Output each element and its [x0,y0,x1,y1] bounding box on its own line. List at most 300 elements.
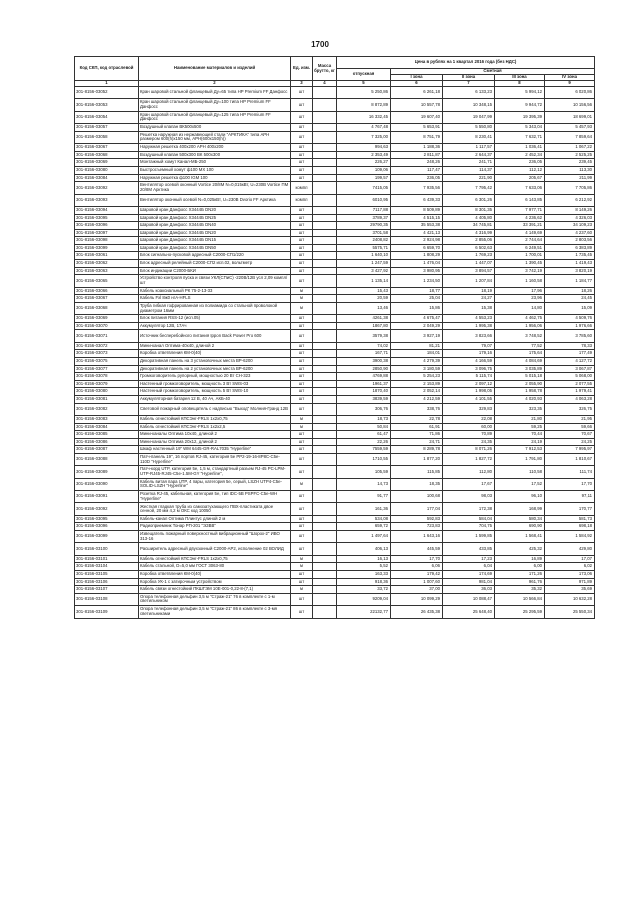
cell-code: 301-8156-03092 [75,503,139,515]
cell-zone-3: 7 633,06 [495,182,545,194]
cell-zone-3: 110,58 [495,466,545,478]
cell-code: 301-8156-03052 [75,87,139,99]
cell-release-price: 1 640,10 [337,252,391,260]
cell-zone-3: 7 912,53 [495,446,545,454]
cell-unit: м [291,563,313,571]
cell-code: 301-8156-03077 [75,365,139,373]
cell-zone-2: 2 855,06 [443,237,495,245]
cell-zone-4: 7 705,86 [545,182,595,194]
cell-name: Патч-корд UTP, категория 5е, 1,5 м, стандартный разъем RJ-45 PC-LPM-UTP-RJ45-RJ45-C5e-1.5M-GY "Hyperline", [139,466,291,478]
cell-zone-3: 7 632,71 [495,131,545,143]
cell-zone-1: 117,47 [391,166,443,174]
cell-unit: шт [291,403,313,415]
table-row [75,466,595,478]
cell-zone-2: 98,03 [443,491,495,503]
cell-zone-4: 1 810,67 [545,453,595,465]
cell-zone-1: 8 509,89 [391,206,443,214]
cell-zone-3: 5 343,04 [495,124,545,132]
cell-code: 301-8156-03084 [75,174,139,182]
cell-zone-3: 171,26 [495,571,545,579]
cell-zone-3: 14,80 [495,302,545,314]
table-row [75,159,595,167]
cell-zone-2: 112,80 [443,466,495,478]
cell-name: Монтажный хомут Канал-МБ-250 [139,159,291,167]
cell-code: 301-8156-03079 [75,380,139,388]
cell-code: 301-8156-03073 [75,350,139,358]
cell-zone-3: 205,67 [495,174,545,182]
cell-release-price: 5 250,86 [337,87,391,99]
table-row [75,229,595,237]
table-row [75,555,595,563]
cell-zone-1: 7 935,56 [391,182,443,194]
cell-release-price: 14,73 [337,478,391,490]
cell-zone-3: 4 149,69 [495,229,545,237]
cell-name: Мини-каналы Оптима 10х40, длиной 2 [139,431,291,439]
cell-mass [313,606,337,618]
cell-zone-3: 4 236,62 [495,214,545,222]
cell-name: Решетка наружная из нержавеющей стали "АРКТИКА" типа АРН размером 600(h)х150 мм, АРН(600х150(h)) [139,131,291,143]
cell-zone-1: 6 439,33 [391,194,443,206]
column-number: 2 [139,81,291,87]
cell-zone-4: 1 979,41 [545,388,595,396]
table-row [75,395,595,403]
table-row [75,415,595,423]
cell-zone-4: 1 419,43 [545,260,595,268]
cell-zone-4: 1 976,66 [545,322,595,330]
cell-release-price: 20,59 [337,295,391,303]
table-row [75,531,595,543]
cell-zone-3: 7 977,71 [495,206,545,214]
cell-code: 301-8156-03095 [75,515,139,523]
cell-zone-1: 3 980,95 [391,267,443,275]
cell-zone-2: 1 599,85 [443,531,495,543]
table-row [75,194,595,206]
cell-zone-1: 6,06 [391,563,443,571]
cell-zone-2: 10 348,15 [443,99,495,111]
cell-release-price: 4261,38 [337,315,391,323]
cell-zone-4: 111,74 [545,466,595,478]
cell-mass [313,555,337,563]
cell-name: Кабель витая пара UTP, 4 пары, категория 5е, серый, LSZH UTP4-C5e-SOLID-LSZH "Hyperline" [139,478,291,490]
cell-zone-2: 60,00 [443,423,495,431]
cell-unit: шт [291,431,313,439]
cell-unit: м [291,295,313,303]
cell-release-price: 406,13 [337,543,391,555]
cell-zone-4: 239,45 [545,159,595,167]
cell-unit: шт [291,124,313,132]
cell-unit: компл [291,194,313,206]
table-row [75,206,595,214]
cell-mass [313,491,337,503]
cell-zone-2: 25 648,40 [443,606,495,618]
cell-zone-4: 3 820,19 [545,267,595,275]
cell-code: 301-8156-03054 [75,111,139,123]
cell-code: 301-8156-03063 [75,267,139,275]
table-row [75,563,595,571]
cell-zone-3: 4 020,93 [495,395,545,403]
cell-zone-2: 329,83 [443,403,495,415]
cell-zone-3: 580,34 [495,515,545,523]
cell-zone-4: 78,33 [545,342,595,350]
header-release-price: отпускная [337,69,391,81]
table-row [75,287,595,295]
cell-mass [313,578,337,586]
cell-name: Кабель Fxl 8ж0 нгА-HFLS [139,295,291,303]
cell-unit: шт [291,206,313,214]
cell-zone-4: 2 803,56 [545,237,595,245]
cell-code: 301-8156-03068 [75,151,139,159]
cell-zone-4: 5 068,00 [545,373,595,381]
table-row [75,182,595,194]
cell-zone-3: 1 791,80 [495,453,545,465]
cell-zone-2: 1 447,07 [443,260,495,268]
cell-zone-1: 3 927,19 [391,330,443,342]
table-row [75,99,595,111]
cell-zone-1: 71,86 [391,431,443,439]
cell-zone-1: 5 653,91 [391,124,443,132]
cell-mass [313,111,337,123]
cell-mass [313,543,337,555]
cell-mass [313,593,337,605]
table-row [75,87,595,99]
cell-mass [313,260,337,268]
table-row [75,222,595,230]
cell-unit: шт [291,515,313,523]
cell-zone-2: 1 827,72 [443,453,495,465]
cell-code: 301-8156-03058 [75,131,139,143]
cell-zone-1: 35 553,38 [391,222,443,230]
cell-zone-4: 15,09 [545,302,595,314]
column-number: 8 [495,81,545,87]
cell-zone-2: 8 301,35 [443,206,495,214]
header-mass: Масса брутто, кг [313,57,337,81]
table-row [75,252,595,260]
cell-name: Декоративная панель на 3 установочных места BP-6200 [139,357,291,365]
table-row [75,350,595,358]
cell-zone-1: 177,04 [391,503,443,515]
cell-mass [313,563,337,571]
cell-name: Устройство контроля пуска и связи УКЛ(СПиС) -220В/12В усл 2,09 компл/шт [139,275,291,287]
cell-name: Настенный громкоговоритель, мощность 5 Вт SWS-10 [139,388,291,396]
cell-zone-3: 3 748,52 [495,330,545,342]
table-row [75,144,595,152]
cell-zone-2: 3 096,75 [443,365,495,373]
cell-zone-1: 5 254,23 [391,373,443,381]
cell-zone-2: 114,37 [443,166,495,174]
cell-zone-4: 70,67 [545,431,595,439]
cell-zone-4: 6,02 [545,563,595,571]
cell-zone-1: 248,26 [391,159,443,167]
cell-unit: шт [291,365,313,373]
cell-zone-3: 1 390,45 [495,260,545,268]
cell-zone-3: 5 015,18 [495,373,545,381]
cell-name: Шаровой кран Данфосс Х3444Б DN20 [139,229,291,237]
cell-code: 301-8156-03069 [75,159,139,167]
cell-zone-4: 429,80 [545,543,595,555]
cell-mass [313,144,337,152]
header-price-group: Цена в рублях на 1 квартал 2016 года (без НДС) [337,57,595,69]
cell-code: 301-8156-03057 [75,124,139,132]
table-row [75,131,595,143]
cell-zone-2: 704,75 [443,523,495,531]
cell-unit: м [291,415,313,423]
cell-zone-1: 4 212,59 [391,395,443,403]
cell-zone-4: 21,95 [545,415,595,423]
cell-zone-4: 34 109,23 [545,222,595,230]
table-row [75,357,595,365]
cell-release-price: 8 872,89 [337,99,391,111]
cell-zone-3: 6,00 [495,563,545,571]
cell-zone-1: 24,71 [391,438,443,446]
cell-release-price: 22,26 [337,438,391,446]
cell-zone-3: 1 958,78 [495,388,545,396]
cell-code: 301-8156-03087 [75,446,139,454]
cell-zone-1: 1 808,29 [391,252,443,260]
cell-name: Кабель связи огнестойкий ПКШГЭМ 10Е-001-0,22-8-(7,1) [139,586,291,594]
table-row [75,571,595,579]
cell-code: 301-8156-03086 [75,438,139,446]
cell-name: Опора телефонная дельфин 3,5 м "Страж-21" 86 в комплекте с 3-мя светильниками [139,606,291,618]
cell-code: 301-8156-03068 [75,302,139,314]
cell-name: Коробка ответвления КМ-0(40) [139,350,291,358]
table-row [75,295,595,303]
cell-code: 301-8156-03082 [75,403,139,415]
cell-zone-3: 10 566,84 [495,593,545,605]
cell-code: 301-8156-03100 [75,543,139,555]
cell-release-price: 163,33 [337,571,391,579]
cell-zone-1: 1 007,60 [391,578,443,586]
cell-name: Шаровой кран Данфосс Х3444Б DN50 [139,244,291,252]
cell-zone-2: 2 644,37 [443,151,495,159]
cell-zone-3: 21,80 [495,415,545,423]
cell-unit: шт [291,275,313,287]
cell-zone-3: 19 395,39 [495,111,545,123]
cell-unit: шт [291,229,313,237]
cell-zone-3: 5 994,12 [495,87,545,99]
cell-code: 301-8156-03096 [75,222,139,230]
cell-mass [313,330,337,342]
cell-release-price: 74,02 [337,342,391,350]
table-row [75,166,595,174]
cell-name: Декоративная панель на 2 установочных места BP-6200 [139,365,291,373]
cell-mass [313,174,337,182]
table-row [75,174,595,182]
cell-mass [313,206,337,214]
cell-zone-4: 4 127,72 [545,357,595,365]
cell-code: 301-8156-03075 [75,357,139,365]
cell-unit: шт [291,214,313,222]
cell-zone-2: 241,71 [443,159,495,167]
cell-zone-4: 698,18 [545,523,595,531]
cell-code: 301-8156-03095 [75,214,139,222]
cell-zone-1: 100,68 [391,491,443,503]
cell-unit: шт [291,342,313,350]
cell-zone-1: 2 052,14 [391,388,443,396]
cell-code: 301-8156-03084 [75,423,139,431]
cell-zone-3: 1 700,01 [495,252,545,260]
cell-zone-4: 24,45 [545,295,595,303]
cell-unit: шт [291,578,313,586]
cell-release-price: 18,73 [337,415,391,423]
cell-unit: шт [291,503,313,515]
cell-zone-2: 981,04 [443,578,495,586]
cell-release-price: 1961,37 [337,380,391,388]
table-row [75,380,595,388]
cell-code: 301-8156-03080 [75,166,139,174]
cell-mass [313,403,337,415]
cell-name: Радиоприемник Тонар РП-201 "ЭЗВВ" [139,523,291,531]
cell-zone-1: 179,42 [391,571,443,579]
cell-mass [313,237,337,245]
cell-name: Громкоговоритель рупорный, мощностью 20 Вт СН-323 [139,373,291,381]
cell-zone-1: 2 924,98 [391,237,443,245]
cell-zone-3: 6 143,85 [495,194,545,206]
cell-code: 301-8156-03088 [75,453,139,465]
cell-zone-4: 170,77 [545,503,595,515]
cell-mass [313,423,337,431]
cell-zone-4: 211,99 [545,174,595,182]
column-number: 4 [313,81,337,87]
cell-release-price: 1 497,64 [337,531,391,543]
table-row [75,373,595,381]
cell-zone-4: 177,49 [545,350,595,358]
table-row [75,388,595,396]
table-row [75,315,595,323]
cell-release-price: 50,84 [337,423,391,431]
cell-mass [313,194,337,206]
cell-unit: шт [291,543,313,555]
cell-unit: шт [291,593,313,605]
cell-name: Шаровой кран Данфосс Х3444Б DN20 [139,206,291,214]
cell-unit: шт [291,571,313,579]
cell-name: Кран шаровой стальной фланцевый Ду=125 типа HP Premium FF Данфосс [139,111,291,123]
cell-zone-1: 61,91 [391,423,443,431]
cell-zone-1: 4 421,13 [391,229,443,237]
cell-code: 301-8156-03093 [75,194,139,206]
cell-release-price: 9209,04 [337,593,391,605]
cell-zone-3: 1 568,41 [495,531,545,543]
cell-mass [313,151,337,159]
cell-mass [313,229,337,237]
cell-name: Шаровой кран Данфосс Х3444Б DN15 [139,237,291,245]
table-row [75,322,595,330]
cell-zone-2: 1 117,57 [443,144,495,152]
cell-zone-2: 179,16 [443,350,495,358]
cell-release-price: 13,46 [337,302,391,314]
table-row [75,302,595,314]
column-number: 7 [443,81,495,87]
cell-code: 301-8156-03089 [75,466,139,478]
cell-release-price: 659,72 [337,523,391,531]
cell-zone-1: 2 153,89 [391,380,443,388]
cell-zone-1: 37,00 [391,586,443,594]
table-row [75,438,595,446]
cell-zone-2: 19 047,99 [443,111,495,123]
cell-name: Источник бесперебойного питания Ippon Back Power Pro 600 [139,330,291,342]
cell-zone-3: 425,32 [495,543,545,555]
cell-name: Вентилятор оконный осевой N=0,025кВт, U=230В Dvorio FF Арктика [139,194,291,206]
cell-unit: шт [291,531,313,543]
cell-code: 301-8156-03070 [75,322,139,330]
cell-zone-2: 1 995,38 [443,322,495,330]
cell-unit: шт [291,260,313,268]
cell-zone-1: 25,04 [391,295,443,303]
cell-zone-3: 323,35 [495,403,545,415]
cell-release-price: 105,59 [337,466,391,478]
cell-mass [313,302,337,314]
cell-mass [313,415,337,423]
cell-name: Труба гибкая гофрированная из полиамида со стальной проволокой диаметром 16мм [139,302,291,314]
cell-mass [313,252,337,260]
cell-release-price: 33,72 [337,586,391,594]
cell-zone-3: 690,90 [495,523,545,531]
cell-code: 301-8156-03066 [75,287,139,295]
page-number: 1700 [311,40,329,49]
cell-code: 301-8156-03108 [75,593,139,605]
cell-zone-2: 172,38 [443,503,495,515]
cell-zone-1: 1 188,36 [391,144,443,152]
cell-unit: шт [291,523,313,531]
header-estimate: Сметная [391,69,595,75]
cell-name: Наружная решетка ф100 IGM 100 [139,174,291,182]
cell-zone-4: 17,07 [545,555,595,563]
cell-mass [313,315,337,323]
cell-zone-2: 174,69 [443,571,495,579]
cell-zone-3: 77,52 [495,342,545,350]
column-number: 5 [337,81,391,87]
cell-release-price: 2850,90 [337,365,391,373]
cell-zone-4: 4 326,03 [545,214,595,222]
cell-zone-1: 338,76 [391,403,443,415]
cell-mass [313,365,337,373]
table-row [75,523,595,531]
table-row [75,606,595,618]
cell-name: Блок сигнально-пусковой адресный С2000-СП1/220 [139,252,291,260]
cell-zone-3: 3 742,19 [495,267,545,275]
cell-name: Аккумуляторная батарея 12 В, 40 Ач, АКБ-40 [139,395,291,403]
cell-release-price: 109,06 [337,166,391,174]
table-row [75,260,595,268]
cell-mass [313,357,337,365]
column-number: 6 [391,81,443,87]
cell-code: 301-8156-03091 [75,491,139,503]
cell-release-price: 1867,80 [337,322,391,330]
cell-code: 301-8156-03071 [75,330,139,342]
cell-zone-3: 1 956,06 [495,322,545,330]
table-row [75,237,595,245]
cell-name: Патч-панель 19", 16 портов RJ-45, категория 5е PP2-19-16-8P8C-C5e-110D "Hyperline" [139,453,291,465]
cell-code: 301-8156-03067 [75,144,139,152]
cell-name: Мини-канал Оптима-40х40, длиной 2 [139,342,291,350]
header-code: Код СКП, код отраслевой [75,57,139,81]
cell-name: Блок индикации С2000-БКИ [139,267,291,275]
cell-unit: шт [291,330,313,342]
cell-name: Воздушный клапан ВК500х500 [139,124,291,132]
table-row [75,586,595,594]
cell-unit: м [291,478,313,490]
cell-zone-3: 4 462,75 [495,315,545,323]
cell-code: 301-8156-03092 [75,182,139,194]
cell-zone-2: 6 133,23 [443,87,495,99]
cell-zone-1: 1 476,04 [391,260,443,268]
cell-name: Настенный громкоговоритель, мощность 3 Вт SWS-03 [139,380,291,388]
cell-release-price: 16,13 [337,555,391,563]
cell-zone-1: 22,78 [391,415,443,423]
cell-zone-3: 23,96 [495,295,545,303]
cell-zone-4: 59,66 [545,423,595,431]
cell-zone-4: 1 067,22 [545,144,595,152]
cell-unit: шт [291,237,313,245]
